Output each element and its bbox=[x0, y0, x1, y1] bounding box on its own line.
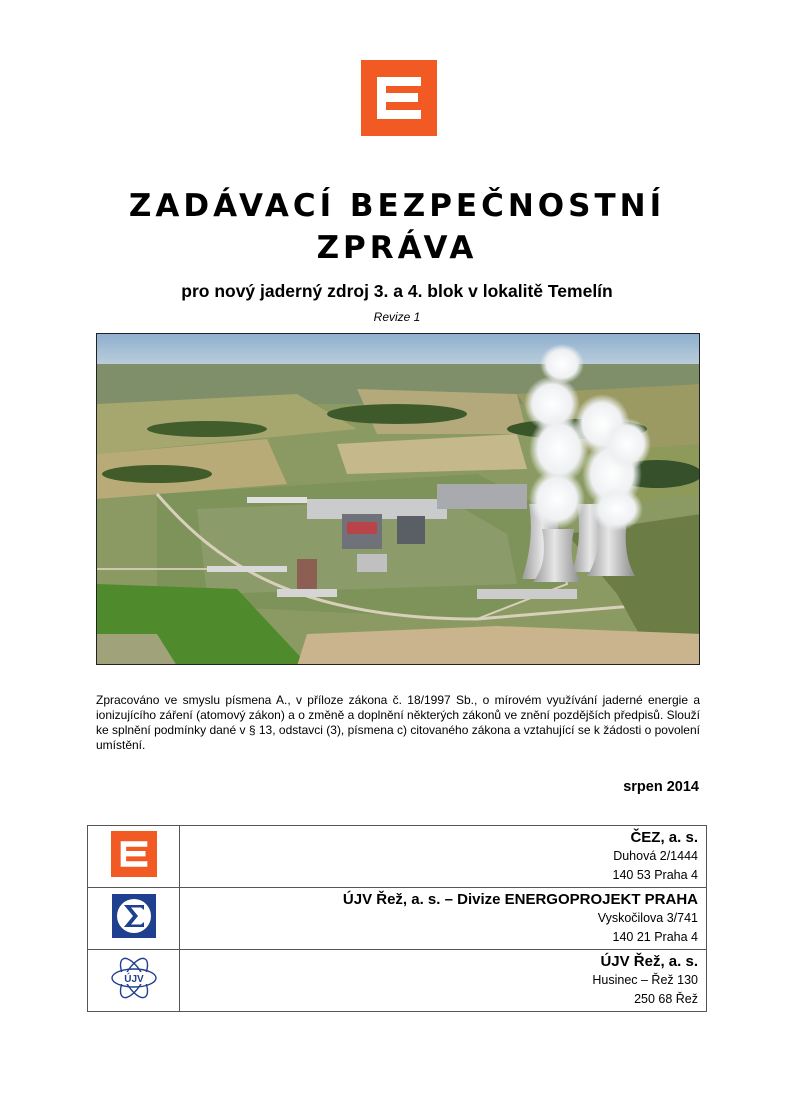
city-address: 250 68 Řež bbox=[634, 992, 698, 1006]
contact-row-ujv bbox=[88, 950, 707, 1012]
contacts-table bbox=[87, 825, 707, 1012]
document-date: srpen 2014 bbox=[623, 779, 699, 795]
city-address: 140 53 Praha 4 bbox=[612, 868, 698, 882]
energoprojekt-logo bbox=[111, 893, 157, 939]
contact-address-cell bbox=[180, 888, 707, 950]
revision-label: Revize 1 bbox=[373, 310, 421, 324]
contact-address-cell bbox=[180, 950, 707, 1012]
cez-logo bbox=[361, 60, 437, 136]
contact-logo-cell bbox=[88, 826, 180, 888]
contact-logo-cell bbox=[88, 950, 180, 1012]
contact-address-cell bbox=[180, 826, 707, 888]
street-address: Vyskočilova 3/741 bbox=[597, 911, 698, 925]
organization-name: ÚJV Řež, a. s. bbox=[600, 953, 698, 970]
city-address: 140 21 Praha 4 bbox=[612, 930, 698, 944]
cez-logo bbox=[111, 831, 157, 877]
contact-row-energoprojekt bbox=[88, 888, 707, 950]
street-address: Husinec – Řež 130 bbox=[592, 973, 698, 987]
organization-name: ČEZ, a. s. bbox=[630, 829, 698, 846]
svg-text:ÚJV: ÚJV bbox=[123, 974, 144, 985]
contact-row-cez bbox=[88, 826, 707, 888]
document-title-line-2: ZPRÁVA bbox=[316, 230, 478, 266]
document-description: Zpracováno ve smyslu písmena A., v příloze zákona č. 18/1997 Sb., o mírovém využívání jaderné energie a ionizujícího záření (atomový zákon) a o změně a doplnění některých zákonů ve znění pozdějších předpisů. Slouží ke splnění podmínky dané v § 13, odstavci (3), písmena c) citovaného zákona a vztahující se k žádosti o povolení umístění. bbox=[96, 693, 700, 752]
document-subtitle: pro nový jaderný zdroj 3. a 4. blok v lokalitě Temelín bbox=[181, 281, 613, 301]
document-title-line-1: ZADÁVACÍ BEZPEČNOSTNÍ bbox=[128, 188, 666, 224]
ujv-logo bbox=[109, 955, 159, 1001]
organization-name: ÚJV Řež, a. s. – Divize ENERGOPROJEKT PRAHA bbox=[342, 891, 698, 908]
street-address: Duhová 2/1444 bbox=[613, 849, 698, 863]
power-plant-aerial-photo bbox=[96, 333, 700, 665]
contact-logo-cell bbox=[88, 888, 180, 950]
